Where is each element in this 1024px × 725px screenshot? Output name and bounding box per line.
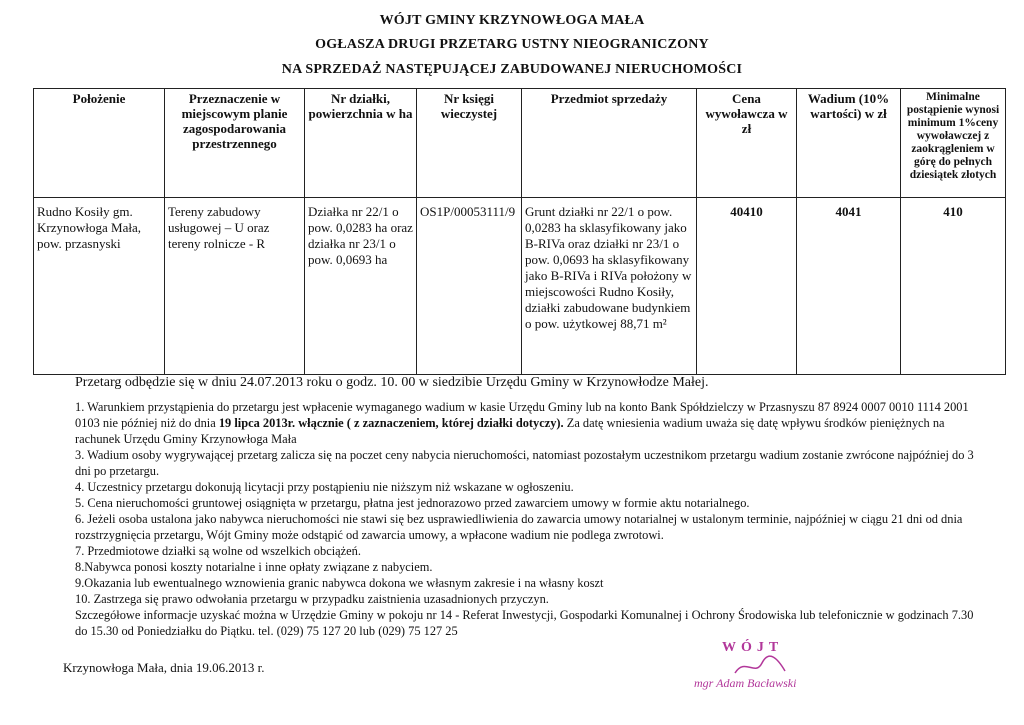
cell-deposit: 4041	[797, 198, 901, 375]
col-header-price: Cena wywoławcza w zł	[697, 89, 797, 198]
table-header-row	[34, 89, 1006, 198]
notice-title-line1: WÓJT GMINY KRZYNOWŁOGA MAŁA	[379, 13, 645, 28]
term-10: 10. Zastrzega się prawo odwołania przetargu w przypadku zaistnienia uzasadnionych przyczyn.	[75, 592, 549, 606]
term-3: 3. Wadium osoby wygrywającej przetarg zalicza się na poczet ceny nabycia nieruchomości, natomiast pozostałym uczestnikom przetargu wadium zostanie zwrócone najpóźniej do 3 dni po przetargu.	[75, 448, 974, 478]
col-header-purpose: Przeznaczenie w miejscowym planie zagospodarowania przestrzennego	[165, 89, 305, 198]
cell-register: OS1P/00053111/9	[417, 198, 522, 375]
notice-title-line2: OGŁASZA DRUGI PRZETARG USTNY NIEOGRANICZONY	[315, 37, 709, 52]
table-row	[34, 198, 1006, 375]
cell-plot: Działka nr 22/1 o pow. 0,0283 ha oraz działka nr 23/1 o pow. 0,0693 ha	[305, 198, 417, 375]
col-header-location: Położenie	[34, 89, 165, 198]
contact-info: Szczegółowe informacje uzyskać można w Urzędzie Gminy w pokoju nr 14 - Referat Inwestycji, Gospodarki Komunalnej i Ochrony Środowiska lub telefonicznie w godzinach 7.30 do 15.30 od Poniedziałku do Piątku. tel. (029) 75 127 20 lub (029) 75 127 25	[75, 608, 974, 638]
term-1	[75, 399, 975, 447]
place-and-date: Krzynowłoga Mała, dnia 19.06.2013 r.	[63, 660, 265, 675]
term-5: 5. Cena nieruchomości gruntowej osiągnięta w przetargu, płatna jest jednorazowo przed zawarciem umowy w formie aktu notarialnego.	[75, 496, 750, 510]
term-1-part-c: Za datę wniesienia wadium uważa się datę wpływu środków pieniężnych na rachunek Urzędu Gminy Krzynowłoga Mała	[75, 416, 945, 446]
auction-terms	[75, 399, 975, 639]
col-header-subject: Przedmiot sprzedaży	[522, 89, 697, 198]
cell-purpose: Tereny zabudowy usługowej – U oraz tereny rolnicze - R	[165, 198, 305, 375]
term-7: 7. Przedmiotowe działki są wolne od wszelkich obciążeń.	[75, 544, 361, 558]
stamp-title: WÓJT	[722, 640, 784, 655]
property-table	[33, 88, 1006, 375]
term-1-part-a: 1. Warunkiem przystąpienia do przetargu jest wpłacenie wymaganego wadium w kasie Urzędu Gminy lub na konto Bank Spółdzielczy w Przasnyszu 87 8924 0007 0010 1114 2001 0103 nie później niż do dnia	[75, 400, 969, 430]
term-1-deadline: 19 lipca 2013r. włącznie ( z zaznaczeniem, której działki dotyczy).	[218, 416, 564, 430]
term-9: 9.Okazania lub ewentualnego wznowienia granic nabywca dokona we własnym zakresie i na własny koszt	[75, 576, 604, 590]
cell-min-increment: 410	[901, 198, 1006, 375]
term-8: 8.Nabywca ponosi koszty notarialne i inne opłaty związane z nabyciem.	[75, 560, 433, 574]
cell-price: 40410	[697, 198, 797, 375]
col-header-plot: Nr działki, powierzchnia w ha	[305, 89, 417, 198]
term-4: 4. Uczestnicy przetargu dokonują licytacji przy postąpieniu nie niższym niż wskazane w ogłoszeniu.	[75, 480, 574, 494]
cell-location: Rudno Kosiły gm. Krzynowłoga Mała, pow. przasnyski	[34, 198, 165, 375]
cell-subject: Grunt działki nr 22/1 o pow. 0,0283 ha sklasyfikowany jako B-RIVa oraz działki nr 23/1 o pow. 0,0693 ha sklasyfikowany jako B-RIVa i RIVa położony w miejscowości Rudno Kosiły, działki zabudowane budynkiem o pow. użytkowej 88,71 m²	[522, 198, 697, 375]
auction-date-line: Przetarg odbędzie się w dniu 24.07.2013 roku o godz. 10. 00 w siedzibie Urzędu Gminy w Krzynowłodze Małej.	[75, 375, 709, 390]
col-header-min-increment: Minimalne postąpienie wynosi minimum 1%ceny wywoławczej z zaokrągleniem w górę do pełnych dziesiątek złotych	[901, 89, 1006, 198]
stamp-name: mgr Adam Bacławski	[694, 676, 797, 690]
col-header-register: Nr księgi wieczystej	[417, 89, 522, 198]
term-6: 6. Jeżeli osoba ustalona jako nabywca nieruchomości nie stawi się bez usprawiedliwienia do zawarcia umowy notarialnej w ustalonym terminie, najpóźniej w ciągu 21 dni od dnia rozstrzygnięcia przetargu, Wójt Gminy może odstąpić od zawarcia umowy, a wpłacone wadium nie podlega zwrotowi.	[75, 512, 963, 542]
col-header-deposit: Wadium (10% wartości) w zł	[797, 89, 901, 198]
notice-title-line3: NA SPRZEDAŻ NASTĘPUJĄCEJ ZABUDOWANEJ NIERUCHOMOŚCI	[281, 62, 743, 77]
